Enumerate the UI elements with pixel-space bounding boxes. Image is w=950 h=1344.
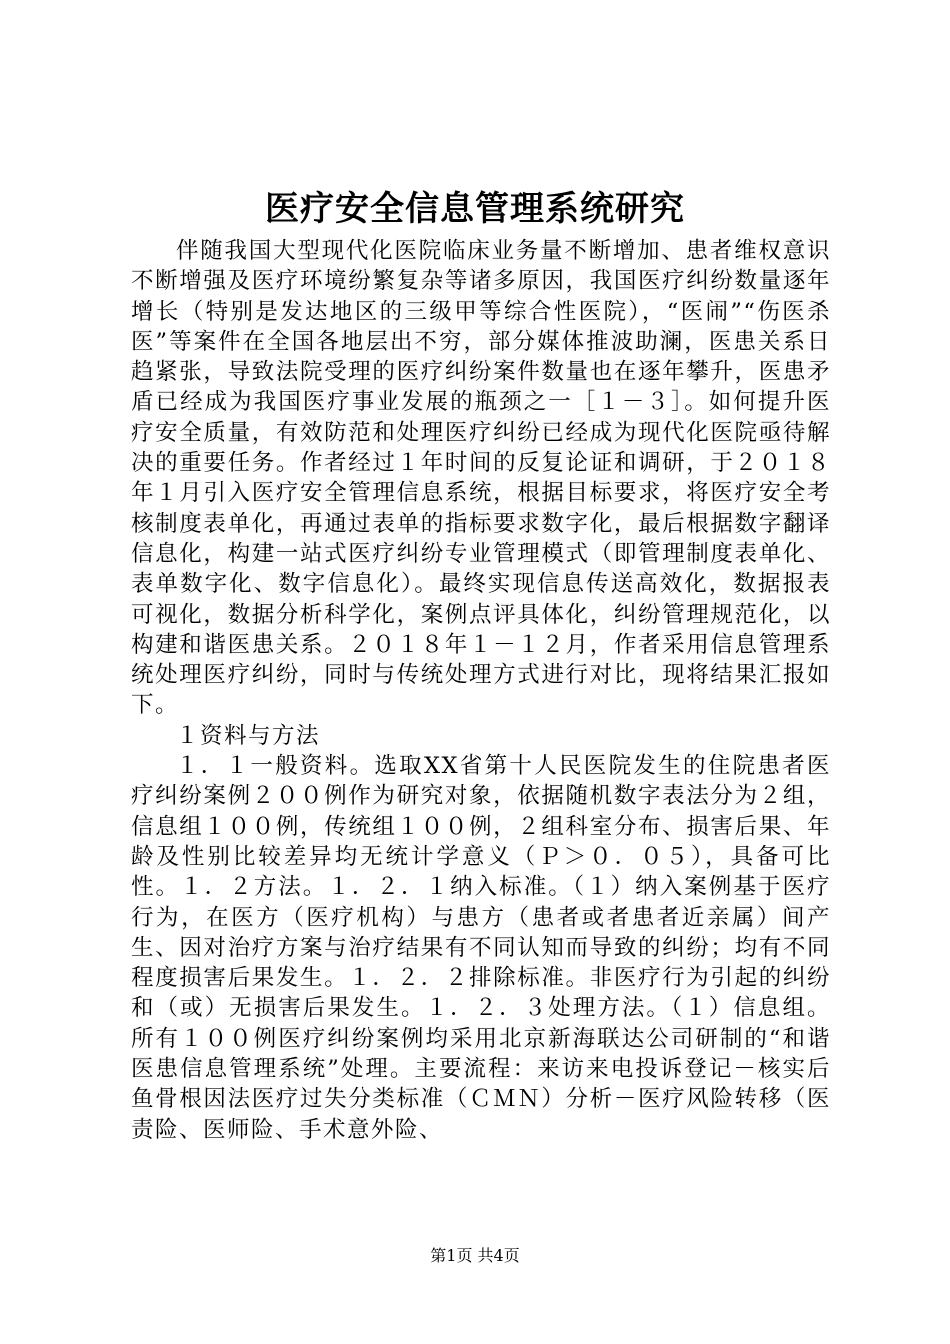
section-heading: １资料与方法 [176,722,321,749]
document-title: 医疗安全信息管理系统研究 [265,189,685,229]
page-footer: 第1页 共4页 [430,1246,520,1265]
paragraph-intro: 伴随我国大型现代化医院临床业务量不断增加、患者维权意识不断增强及医疗环境纷繁复杂等诸多原因，我国医疗纠纷数量逐年增长（特别是发达地区的三级甲等综合性医院），“医闹”“伤医杀医”等案件在全国各地层出不穷，部分媒体推波助澜，医患关系日趋紧张，导致法院受理的医疗纠纷案件数量也在逐年攀升，医患矛盾已经成为我国医疗事业发展的瓶颈之一［１－３］。如何提升医疗安全质量，有效防范和处理医疗纠纷已经成为现代化医院亟待解决的重要任务。作者经过１年时间的反复论证和调研，于２０１８年１月引入医疗安全管理信息系统，根据目标要求，将医疗安全考核制度表单化，再通过表单的指标要求数字化，最后根据数字翻译信息化，构建一站式医疗纠纷专业管理模式（即管理制度表单化、表单数字化、数字信息化）。最终实现信息传送高效化，数据报表可视化，数据分析科学化，案例点评具体化，纠纷管理规范化，以构建和谐医患关系。２０１８年１－１２月，作者采用信息管理系统处理医疗纠纷，同时与传统处理方式进行对比，现将结果汇报如下。 [131,238,831,719]
paragraph-methods: １．１一般资料。选取XX省第十人民医院发生的住院患者医疗纠纷案例２００例作为研究对象，依据随机数字表法分为２组，信息组１００例，传统组１００例，２组科室分布、损害后果、年龄及性别比较差异均无统计学意义（Ｐ＞０．０５），具备可比性。１．２方法。１．２．１纳入标准。（１）纳入案例基于医疗行为，在医方（医疗机构）与患方（患者或者患者近亲属）间产生、因对治疗方案与治疗结果有不同认知而导致的纠纷；均有不同程度损害后果发生。１．２．２排除标准。非医疗行为引起的纠纷和（或）无损害后果发生。１．２．３处理方法。（１）信息组。所有１００例医疗纠纷案例均采用北京新海联达公司研制的“和谐医患信息管理系统”处理。主要流程：来访来电投诉登记－核实后鱼骨根因法医疗过失分类标准（ＣＭＮ）分析－医疗风险转移（医责险、医师险、手术意外险、 [131,753,831,1143]
document-body [131,236,831,1145]
